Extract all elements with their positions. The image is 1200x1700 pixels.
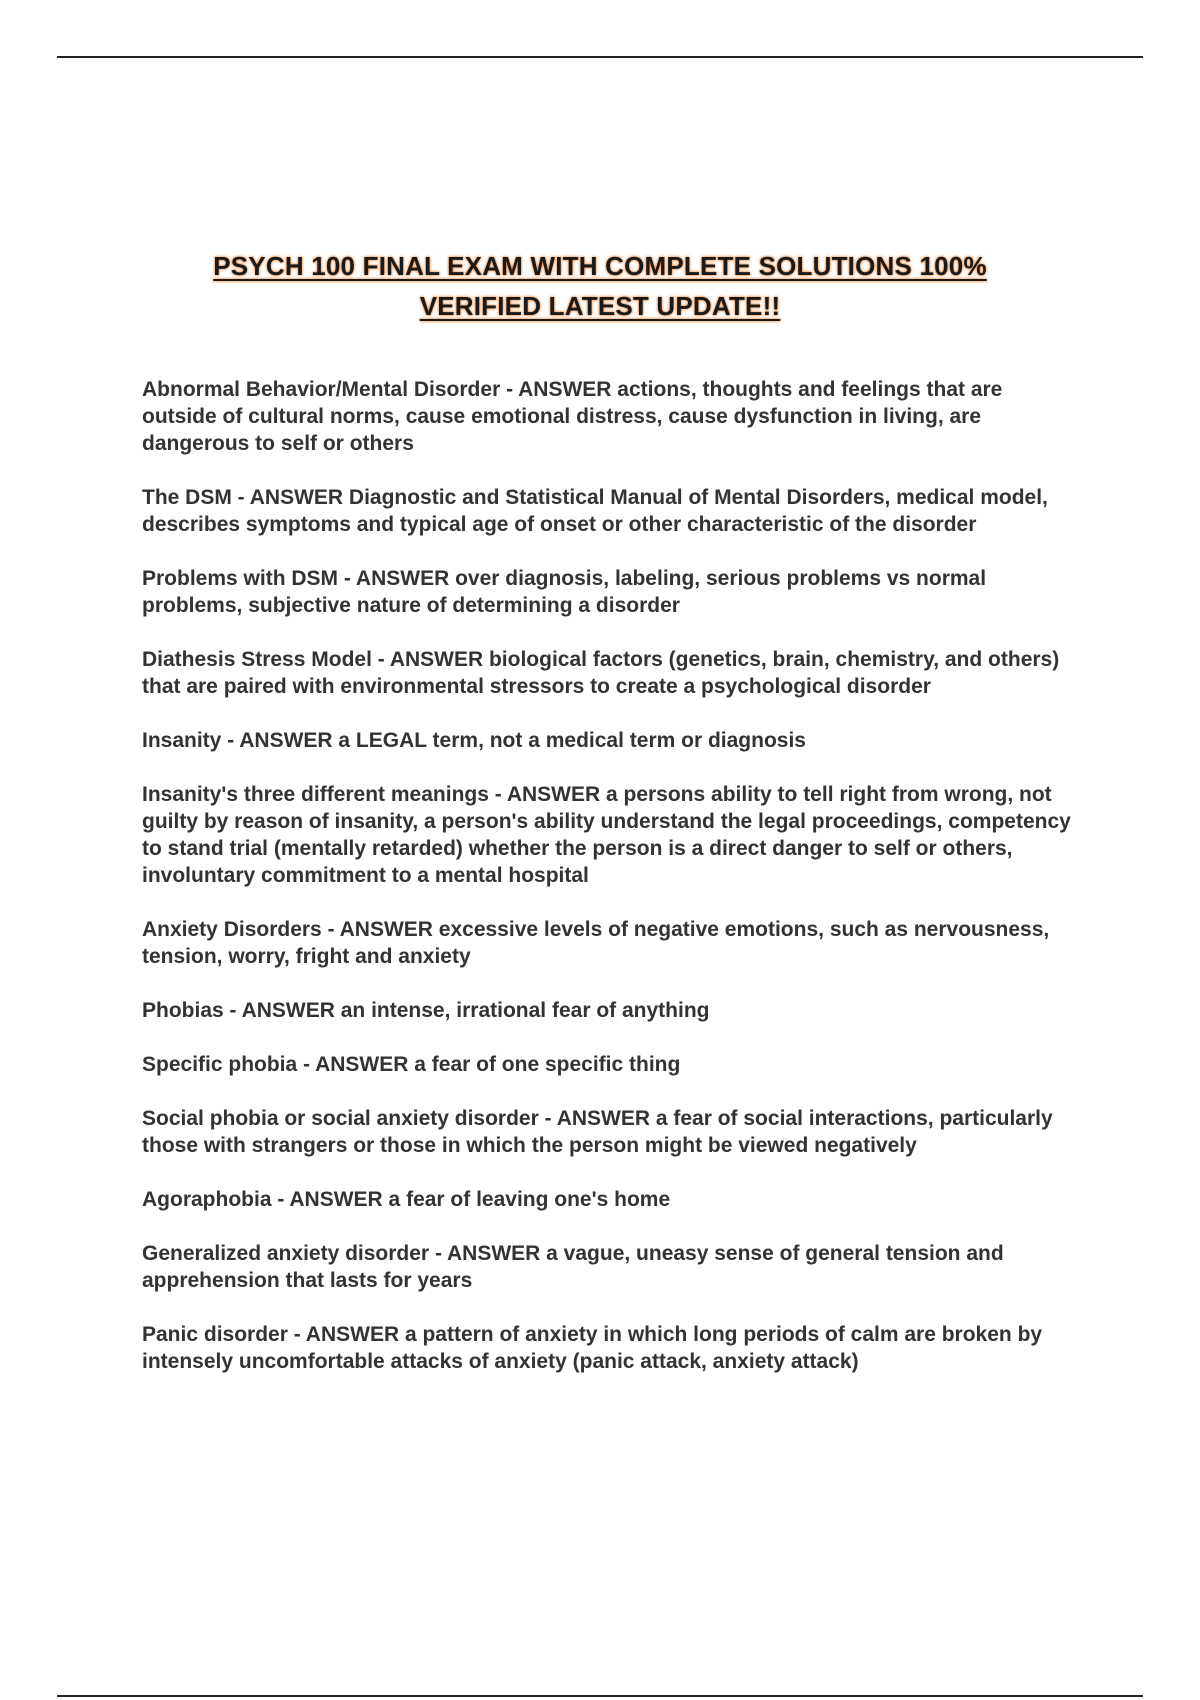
qa-answer: ANSWER a persons ability to tell right from wrong, not guilty by reason of insanity, a person's ability understand the legal proceedings, competency to stand trial (mentally retarded) whether the person is a direct danger to self or others, involuntary commitment to a mental hospital [142,783,1071,887]
qa-separator: - [231,486,250,509]
qa-answer: ANSWER a pattern of anxiety in which long periods of calm are broken by intensely uncomfortable attacks of anxiety (panic attack, anxiety attack) [142,1323,1043,1373]
qa-item [142,1321,1072,1375]
qa-term: Diathesis Stress Model [142,648,372,671]
qa-separator: - [297,1053,316,1076]
qa-term: Specific phobia [142,1053,298,1076]
qa-item [142,916,1072,970]
qa-term: Insanity [142,729,222,752]
title-line-2: VERIFIED LATEST UPDATE!! [419,291,781,321]
qa-item [142,1051,1072,1078]
qa-answer: ANSWER over diagnosis, labeling, serious problems vs normal problems, subjective nature of determining a disorder [142,567,987,617]
qa-separator: - [321,918,340,941]
qa-separator: - [223,999,242,1022]
qa-separator: - [538,1107,557,1130]
qa-separator: - [488,783,507,806]
qa-list [142,376,1072,1402]
qa-separator: - [221,729,240,752]
qa-item [142,1186,1072,1213]
qa-term: Social phobia or social anxiety disorder [142,1107,539,1130]
qa-term: Generalized anxiety disorder [142,1242,430,1265]
top-divider [57,56,1143,58]
qa-item [142,781,1072,889]
qa-item [142,565,1072,619]
qa-answer: ANSWER an intense, irrational fear of anything [241,999,710,1022]
qa-term: Phobias [142,999,224,1022]
qa-term: Problems with DSM [142,567,339,590]
qa-item [142,997,1072,1024]
qa-separator: - [429,1242,447,1265]
qa-item [142,376,1072,457]
qa-separator: - [287,1323,306,1346]
qa-term: Agoraphobia [142,1188,272,1211]
qa-answer: ANSWER a fear of leaving one's home [289,1188,671,1211]
qa-term: Abnormal Behavior/Mental Disorder [142,378,501,401]
qa-term: Insanity's three different meanings [142,783,489,806]
qa-term: Anxiety Disorders [142,918,322,941]
qa-separator: - [500,378,519,401]
qa-answer: ANSWER actions, thoughts and feelings that are outside of cultural norms, cause emotional distress, cause dysfunction in living, are dangerous to self or others [142,378,1003,455]
qa-term: Panic disorder [142,1323,288,1346]
qa-item [142,484,1072,538]
qa-item [142,1105,1072,1159]
qa-answer: ANSWER a vague, uneasy sense of general tension and apprehension that lasts for years [142,1242,1004,1292]
qa-answer: ANSWER Diagnostic and Statistical Manual of Mental Disorders, medical model, describes symptoms and typical age of onset or other characteristic of the disorder [142,486,1048,536]
qa-separator: - [338,567,356,590]
qa-term: The DSM [142,486,232,509]
document-title [140,246,1060,326]
bottom-divider [57,1695,1143,1697]
qa-answer: ANSWER a LEGAL term, not a medical term or diagnosis [239,729,806,752]
qa-item [142,727,1072,754]
qa-item [142,646,1072,700]
qa-item [142,1240,1072,1294]
qa-answer: ANSWER excessive levels of negative emotions, such as nervousness, tension, worry, fright and anxiety [142,918,1050,968]
qa-answer: ANSWER a fear of one specific thing [315,1053,681,1076]
qa-separator: - [371,648,390,671]
qa-separator: - [271,1188,290,1211]
title-line-1: PSYCH 100 FINAL EXAM WITH COMPLETE SOLUTIONS 100% [213,251,987,281]
qa-answer: ANSWER a fear of social interactions, particularly those with strangers or those in which the person might be viewed negatively [142,1107,1053,1157]
qa-answer: ANSWER biological factors (genetics, brain, chemistry, and others) that are paired with environmental stressors to create a psychological disorder [142,648,1060,698]
